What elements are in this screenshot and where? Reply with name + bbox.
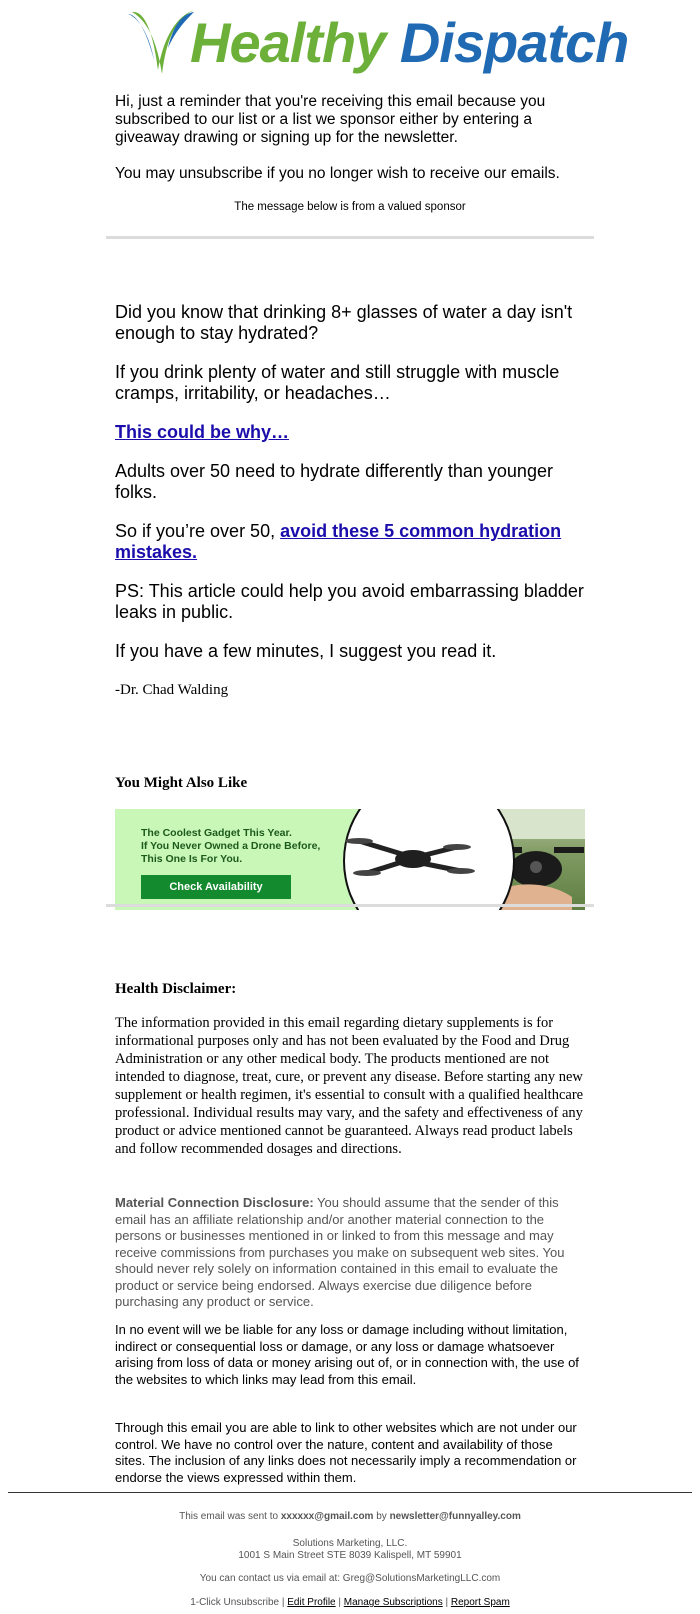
material-connection-label: Material Connection Disclosure:: [115, 1195, 314, 1210]
brand-name-dispatch: Dispatch: [399, 11, 629, 74]
check-availability-button[interactable]: Check Availability: [141, 875, 291, 899]
could-be-why-link[interactable]: This could be why…: [115, 422, 290, 442]
intro-unsubscribe-note: You may unsubscribe if you no longer wish to receive our emails.: [115, 165, 560, 182]
report-spam-link[interactable]: Report Spam: [450, 1597, 510, 1608]
hydration-mistakes-link[interactable]: avoid these 5 common hydration mistakes.: [115, 521, 562, 562]
intro-text: [115, 93, 585, 183]
company-name: Solutions Marketing, LLC.: [292, 1538, 408, 1549]
sent-by: by: [376, 1511, 387, 1522]
divider: [106, 236, 594, 239]
message-p5: PS: This article could help you avoid embarrassing bladder leaks in public.: [115, 581, 584, 622]
sponsor-message: [115, 302, 585, 719]
footer-links: 1-Click Unsubscribe | Edit Profile | Manage Subscriptions | Report Spam: [190, 1597, 510, 1608]
you-might-also-like-heading: You Might Also Like: [115, 775, 248, 791]
footer-divider: [8, 1492, 692, 1493]
contact-email: You can contact us via email at: Greg@SolutionsMarketingLLC.com: [199, 1573, 501, 1584]
one-click-unsubscribe[interactable]: 1-Click Unsubscribe: [190, 1597, 280, 1608]
message-p2: If you drink plenty of water and still struggle with muscle cramps, irritability, or headaches…: [115, 362, 560, 403]
message-p3: Adults over 50 need to hydrate differently than younger folks.: [115, 461, 553, 502]
ad-line-1: The Coolest Gadget This Year.: [141, 827, 292, 839]
health-disclaimer-title: Health Disclaimer:: [115, 981, 237, 997]
recipient-email: xxxxxx@gmail.com: [280, 1511, 374, 1522]
brand-name-healthy: Healthy: [190, 11, 386, 74]
liability-text: In no event will we be liable for any loss or damage including without limitation, indirect or consequential loss or damage, or any loss or damage whatsoever arising from loss of data or money arising out of, or in connection with, the use of the websites to which links may lead from this email.: [115, 1322, 579, 1387]
sponsor-note: The message below is from a valued sponsor: [234, 201, 466, 213]
sent-prefix: This email was sent to: [179, 1511, 279, 1522]
signature: -Dr. Chad Walding: [115, 682, 229, 698]
company-address: 1001 S Main Street STE 8039 Kalispell, MT 59901: [238, 1550, 462, 1561]
drone-product-image: [343, 809, 515, 910]
external-links-note: Through this email you are able to link to other websites which are not under our control. We have no control over the nature, content and availability of those sites. The inclusion of any links does not necessarily imply a recommendation or endorse the views expressed within them.: [115, 1420, 577, 1485]
message-p6: If you have a few minutes, I suggest you read it.: [115, 641, 497, 661]
ad-line-3: This One Is For You.: [141, 853, 243, 865]
intro-reminder: Hi, just a reminder that you're receiving this email because you subscribed to our list or a list we sponsor either by entering a giveaway drawing or signing up for the newsletter.: [115, 93, 546, 146]
divider: [106, 904, 594, 907]
ad-line-2: If You Never Owned a Drone Before,: [141, 840, 321, 852]
footer-sent-to: [0, 1511, 700, 1522]
material-connection-disclosure: [115, 1195, 585, 1311]
brand-logo: [128, 8, 629, 86]
message-p1: Did you know that drinking 8+ glasses of water a day isn't enough to stay hydrated?: [115, 302, 573, 343]
message-p4-prefix: So if you’re over 50,: [115, 521, 276, 541]
manage-subscriptions-link[interactable]: Manage Subscriptions: [343, 1597, 443, 1608]
sender-email: newsletter@funnyalley.com: [389, 1511, 521, 1522]
ad-headline: [141, 827, 331, 866]
drone-ad-banner[interactable]: [115, 809, 585, 910]
material-connection-text: You should assume that the sender of this email has an affiliate relationship and/or another material connection to the persons or businesses mentioned in or linked to from this message and may receive commissions from purchases you make on subsequent web sites. You should never rely solely on information contained in this email to evaluate the product or service being endorsed. Always exercise due diligence before purchasing any product or service.: [115, 1195, 565, 1309]
health-disclaimer-text: The information provided in this email regarding dietary supplements is for informational purposes only and has not been evaluated by the Food and Drug Administration or any other medical body. The products mentioned are not intended to diagnose, treat, cure, or prevent any disease. Before starting any new supplement or health regimen, it's essential to consult with a qualified healthcare professional. Individual results may vary, and the safety and effectiveness of any product or advice mentioned cannot be guaranteed. Always read product labels and follow recommended dosages and directions.: [115, 1015, 584, 1157]
edit-profile-link[interactable]: Edit Profile: [287, 1597, 336, 1608]
message-p4: [115, 521, 585, 563]
